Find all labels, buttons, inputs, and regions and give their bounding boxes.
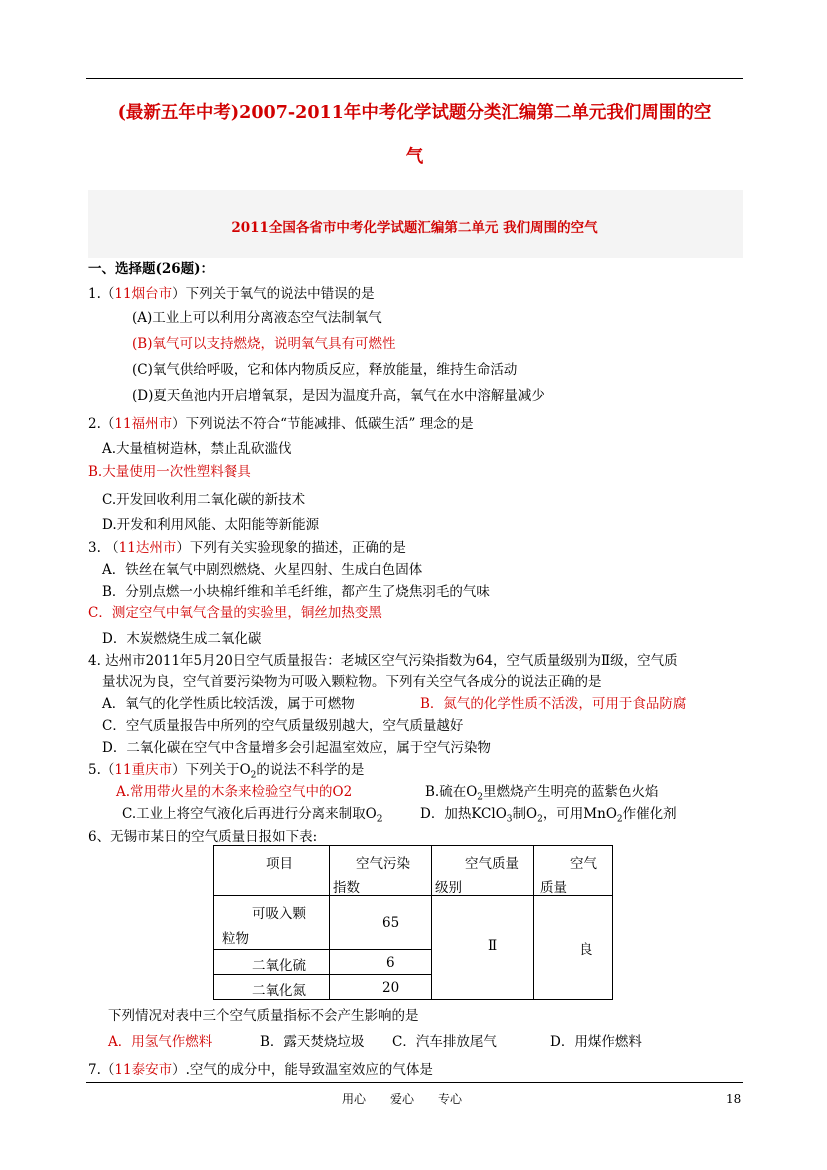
table-header-index (330, 846, 432, 896)
table-cell-level (432, 896, 534, 1000)
question-2-option-a: A.大量植树造林，禁止乱砍滥伐 (102, 441, 292, 457)
footer-motto-2: 爱心 (390, 1092, 415, 1106)
question-5-option-c (122, 802, 382, 825)
question-5-text-end: 的说法不科学的是 (256, 762, 365, 778)
question-1-option-b: (B)氧气可以支持燃烧，说明氧气具有可燃性 (132, 336, 396, 352)
cell-value: 65 (382, 915, 400, 931)
question-4-option-d: D．二氧化碳在空气中含量增多会引起温室效应，属于空气污染物 (102, 740, 491, 756)
question-6-option-b: B．露天焚烧垃圾 (260, 1034, 365, 1050)
subscript: 2 (616, 814, 623, 825)
header-label: 空气污染 (356, 856, 410, 872)
table-row-no2 (214, 975, 330, 1000)
row-label: 粒物 (222, 931, 249, 947)
table-row-pm (214, 896, 330, 950)
text: 作催化剂 (622, 806, 677, 822)
header-label: 质量 (540, 880, 567, 896)
question-1-option-c: (C)氧气供给呼吸，它和体内物质反应，释放能量，维持生命活动 (132, 362, 518, 378)
header-label: 指数 (333, 880, 360, 896)
table-header-level (432, 846, 534, 896)
table-cell-quality (534, 896, 613, 1000)
text: D．加热KClO (420, 806, 507, 822)
question-3-option-c: C．测定空气中氧气含量的实验里，铜丝加热变黑 (88, 605, 382, 621)
question-7-number: 7.（ (88, 1062, 115, 1078)
row-label: 可吸入颗 (252, 906, 306, 922)
row-label: 二氧化硫 (252, 958, 306, 974)
document-title-line2: 气 (405, 147, 424, 167)
question-3-option-d: D．木炭燃烧生成二氧化碳 (102, 631, 262, 647)
question-3-number: 3. （ (88, 540, 119, 556)
question-5-source: 11重庆市 (114, 762, 173, 778)
question-3-option-b: B．分别点燃一小块棉纤维和羊毛纤维，都产生了烧焦羽毛的气味 (102, 584, 490, 600)
question-1-stem (88, 282, 375, 302)
header-label: 级别 (435, 880, 462, 896)
subscript: 2 (477, 792, 484, 803)
row-label: 二氧化氮 (252, 983, 306, 999)
text: ，可用MnO (542, 806, 617, 822)
document-subtitle: 2011全国各省市中考化学试题汇编第二单元 我们周围的空气 (231, 220, 598, 236)
question-2-text: ）下列说法不符合“节能减排、低碳生活” 理念的是 (172, 416, 474, 432)
question-5-stem (88, 758, 364, 781)
header-label: 项目 (266, 856, 293, 872)
page-number: 18 (726, 1092, 742, 1106)
question-4-option-a: A．氧气的化学性质比较活泼，属于可燃物 (102, 696, 355, 712)
question-4-option-b: B．氮气的化学性质不活泼，可用于食品防腐 (420, 696, 687, 712)
footer-motto-1: 用心 (342, 1092, 367, 1106)
question-5-option-d (420, 802, 677, 825)
table-cell-so2-value (330, 950, 432, 975)
question-6-option-d: D．用煤作燃料 (550, 1034, 642, 1050)
question-2-option-c: C.开发回收利用二氧化碳的新技术 (102, 492, 306, 508)
question-2-option-d: D.开发和利用风能、太阳能等新能源 (102, 517, 320, 533)
question-5-text: ）下列关于O (172, 762, 251, 778)
cell-value: 良 (579, 942, 593, 958)
subscript: 2 (250, 770, 257, 781)
footer-motto-3: 专心 (438, 1092, 463, 1106)
section-heading: 一、选择题(26题)： (88, 261, 215, 277)
text: C.工业上将空气液化后再进行分离来制取O (122, 806, 377, 822)
subscript: 3 (506, 814, 513, 825)
question-7-stem (88, 1058, 433, 1078)
air-quality-table (213, 845, 613, 1000)
subscript: 2 (376, 814, 383, 825)
question-6-stem: 6、无锡市某日的空气质量日报如下表: (88, 829, 318, 845)
header-rule (86, 78, 743, 79)
question-2-stem (88, 412, 474, 432)
table-cell-pm-value (330, 896, 432, 950)
text: B.硫在O (425, 784, 478, 800)
table-header-item (214, 846, 330, 896)
question-6-option-a: A．用氢气作燃料 (108, 1034, 213, 1050)
question-2-number: 2.（ (88, 416, 115, 432)
header-label: 空气 (570, 856, 597, 872)
question-3-option-a: A．铁丝在氧气中剧烈燃烧、火星四射、生成白色固体 (102, 562, 423, 578)
question-3-text: ）下列有关实验现象的描述，正确的是 (176, 540, 406, 556)
question-1-source: 11烟台市 (114, 286, 173, 302)
text: 制O (512, 806, 538, 822)
question-1-option-d: (D)夏天鱼池内开启增氧泵，是因为温度升高，氧气在水中溶解量减少 (132, 388, 545, 404)
table-row-so2 (214, 950, 330, 975)
question-3-stem (88, 536, 406, 556)
question-6-option-c: C．汽车排放尾气 (392, 1034, 497, 1050)
table-header-quality (534, 846, 613, 896)
question-1-option-a: (A)工业上可以利用分离液态空气法制氧气 (132, 310, 382, 326)
document-title-line1: (最新五年中考)2007-2011年中考化学试题分类汇编第二单元我们周围的空 (117, 103, 712, 123)
cell-value: 20 (382, 980, 400, 996)
footer-rule (86, 1082, 743, 1083)
question-6-followup: 下列情况对表中三个空气质量指标不会产生影响的是 (108, 1008, 419, 1024)
question-1-text: ）下列关于氧气的说法中错误的是 (172, 286, 375, 302)
question-1-number: 1.（ (88, 286, 115, 302)
table-cell-no2-value (330, 975, 432, 1000)
question-3-source: 11达州市 (118, 540, 177, 556)
text: 里燃烧产生明亮的蓝紫色火焰 (483, 784, 659, 800)
question-2-option-b: B.大量使用一次性塑料餐具 (88, 464, 251, 480)
question-4-stem-line2: 量状况为良，空气首要污染物为可吸入颗粒物。下列有关空气各成分的说法正确的是 (102, 674, 602, 690)
question-4-stem-line1: 4. 达州市2011年5月20日空气质量报告：老城区空气污染指数为64，空气质量级别为Ⅱ级，空气质 (88, 653, 678, 669)
subscript: 2 (537, 814, 543, 825)
question-7-text: ）.空气的成分中，能导致温室效应的气体是 (172, 1062, 433, 1078)
question-5-option-a: A.常用带火星的木条来检验空气中的O2 (116, 784, 353, 800)
header-label: 空气质量 (465, 856, 519, 872)
cell-value: 6 (386, 955, 395, 971)
question-5-option-b (425, 780, 659, 803)
question-2-source: 11福州市 (114, 416, 173, 432)
question-4-option-c: C．空气质量报告中所列的空气质量级别越大，空气质量越好 (102, 718, 464, 734)
cell-value: Ⅱ (488, 938, 498, 954)
question-7-source: 11泰安市 (114, 1062, 173, 1078)
question-5-number: 5.（ (88, 762, 115, 778)
